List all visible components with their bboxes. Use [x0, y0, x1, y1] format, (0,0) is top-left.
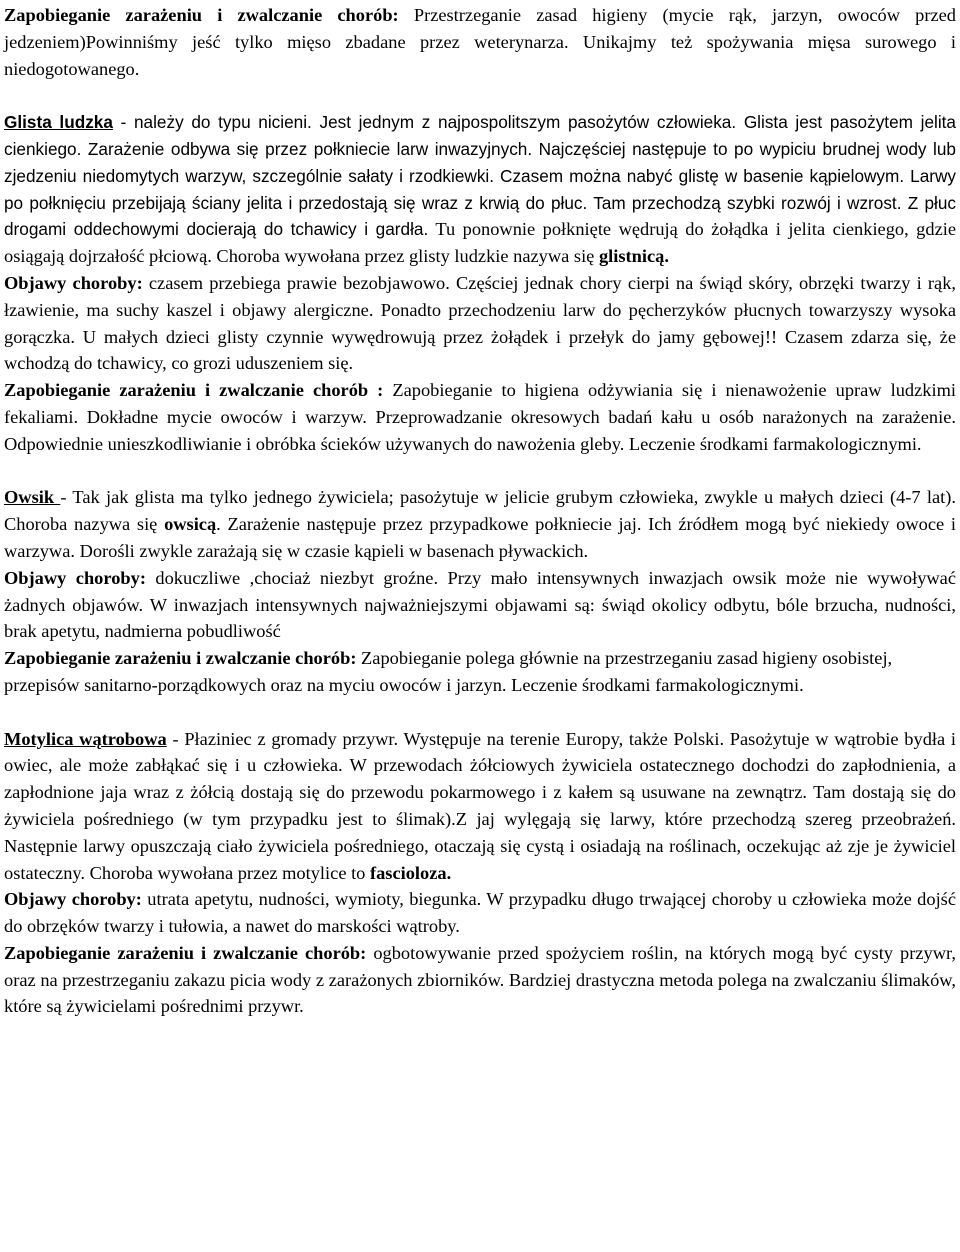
owsik-disease-name: owsicą: [164, 514, 217, 535]
owsik-symptoms-paragraph: [4, 565, 956, 645]
glista-intro: - należy do typu nicieni. Jest jednym z najpospolitszym pasożytów człowieka. Glista jest pasożytem jelita cienkiego.: [4, 112, 956, 159]
motylica-title: Motylica wątrobowa: [4, 728, 167, 749]
glista-prevention-paragraph: [4, 377, 956, 457]
owsik-paragraph: [4, 484, 956, 564]
glista-development: Tu ponownie połknięte wędrują do żołądka i jelita cienkiego, gdzie osiągają dojrzałość płciową. Choroba wywołana przez glisty ludzkie nazywa się: [4, 219, 956, 267]
motylica-prevention-label: Zapobieganie zarażeniu i zwalczanie chorób:: [4, 942, 367, 963]
owsik-prevention-label: Zapobieganie zarażeniu i zwalczanie chorób:: [4, 648, 357, 669]
glista-symptoms-paragraph: [4, 270, 956, 377]
motylica-disease-name: fascioloza.: [369, 862, 452, 883]
motylica-symptoms-paragraph: [4, 886, 956, 940]
motylica-symptoms-text: utrata apetytu, nudności, wymioty, biegunka. W przypadku długo trwającej choroby u człowieka może dojść do obrzęków twarzy i tułowia, a nawet do marskości wątroby.: [4, 889, 957, 937]
glista-symptoms-text: czasem przebiega prawie bezobjawowo. Częściej jednak chory cierpi na świąd skóry, obrzęki twarzy i rąk, łzawienie, ma suchy kaszel i objawy alergiczne. Ponadto przechodzeniu larw do pęcherzyków płucnych towarzyszy wysoka gorączka. U małych dzieci glisty czynnie wywędrowują przez żołądek i przełyk do jamy gębowej!! Czasem zdarza się, że wchodzą do tchawicy, co grozi uduszeniem się.: [4, 272, 956, 374]
glista-infection: Zarażenie odbywa się przez połkniecie larw inwazyjnych. Najczęściej następuje to po wypiciu brudnej wody lub zjedzeniu niedomytych warzyw, szczególnie sałaty i rzodkiewki. Czasem można nabyć glistę w basenie kąpielowym. Larwy po połknięciu przebijają ściany jelita i przedostają się wraz z krwią do płuc. Tam przechodzą szybki rozwój i wzrost. Z płuc drogami oddechowymi docierają do tchawicy i gardła.: [4, 138, 956, 240]
motylica-symptoms-label: Objawy choroby:: [4, 889, 142, 910]
intro-paragraph: [4, 2, 956, 82]
motylica-text: - Płaziniec z gromady przywr. Występuje na terenie Europy, także Polski. Pasożytuje w wątrobie bydła i owiec, ale może zabłąkać się i u człowieka. W przewodach żółciowych żywiciela ostatecznego dochodzi do zapłodnienia, a zapłodnione jaja wraz z żółcią dostają się do przewodu pokarmowego i z kałem są usuwane na zewnątrz. Tam dostają się do żywiciela pośredniego (w tym przypadku jest to ślimak).Z jaj wylęgają się larwy, które przechodzą szereg przeobrażeń. Następnie larwy opuszczają ciało żywiciela pośredniego, otaczają się cystą i osiadają na roślinach, oczekując aż zje je żywiciel ostateczny. Choroba wywołana przez motylice to: [4, 728, 957, 883]
intro-heading: Zapobieganie zarażeniu i zwalczanie chorób:: [4, 5, 399, 25]
intro-text: Przestrzeganie zasad higieny (mycie rąk, jarzyn, owoców przed jedzeniem)Powinniśmy jeść tylko mięso zbadane przez weterynarza. Unikajmy też spożywania mięsa surowego i niedogotowanego.: [4, 5, 956, 79]
owsik-title: Owsik: [4, 487, 61, 508]
glista-prevention-label: Zapobieganie zarażeniu i zwalczanie chorób :: [4, 380, 384, 401]
glista-title: Glista ludzka: [4, 112, 113, 133]
glista-prevention-text: Zapobieganie to higiena odżywiania się i nienawożenie upraw ludzkimi fekaliami. Dokładne mycie owoców i warzyw. Przeprowadzanie okresowych badań kału u osób narażonych na zarażenie. Odpowiednie unieszkodliwianie i obróbka ścieków używanych do nawożenia gleby. Leczenie środkami farmakologicznymi.: [4, 380, 957, 454]
owsik-prevention-text: Zapobieganie polega głównie na przestrzeganiu zasad higieny osobistej, przepisów sanitarno-porządkowych oraz na myciu owoców i jarzyn. Leczenie środkami farmakologicznymi.: [4, 648, 893, 695]
owsik-symptoms-label: Objawy choroby:: [4, 567, 146, 588]
motylica-prevention-text: ogbotowywanie przed spożyciem roślin, na których mogą być cysty przywr, oraz na przestrzeganiu zakazu picia wody z zarażonych zbiorników. Bardziej drastyczna metoda polega na zwalczaniu ślimaków, które są żywicielami pośrednimi przywr.: [4, 942, 956, 1017]
motylica-paragraph: [4, 726, 956, 887]
glista-symptoms-label: Objawy choroby:: [4, 272, 143, 293]
owsik-prevention-paragraph: [4, 645, 956, 699]
owsik-symptoms-text: dokuczliwe ,chociaż niezbyt groźne. Przy mało intensywnych inwazjach owsik może nie wywoływać żadnych objawów. W inwazjach intensywnych najważniejszymi objawami są: świąd okolicy odbytu, bóle brzucha, nudności, brak apetytu, nadmierna pobudliwość: [4, 567, 956, 642]
owsik-intro: - Tak jak glista ma tylko jednego żywiciela; pasożytuje w jelicie grubym człowieka, zwykle u małych dzieci (4-7 lat). Choroba nazywa się: [4, 487, 956, 535]
glista-paragraph: [4, 109, 956, 270]
glista-disease-name: glistnicą.: [598, 246, 669, 267]
owsik-text: . Zarażenie następuje przez przypadkowe połkniecie jaj. Ich źródłem mogą być niekiedy owoce i warzywa. Dorośli zwykle zarażają się w czasie kąpieli w basenach pływackich.: [4, 514, 956, 561]
motylica-prevention-paragraph: [4, 940, 956, 1020]
